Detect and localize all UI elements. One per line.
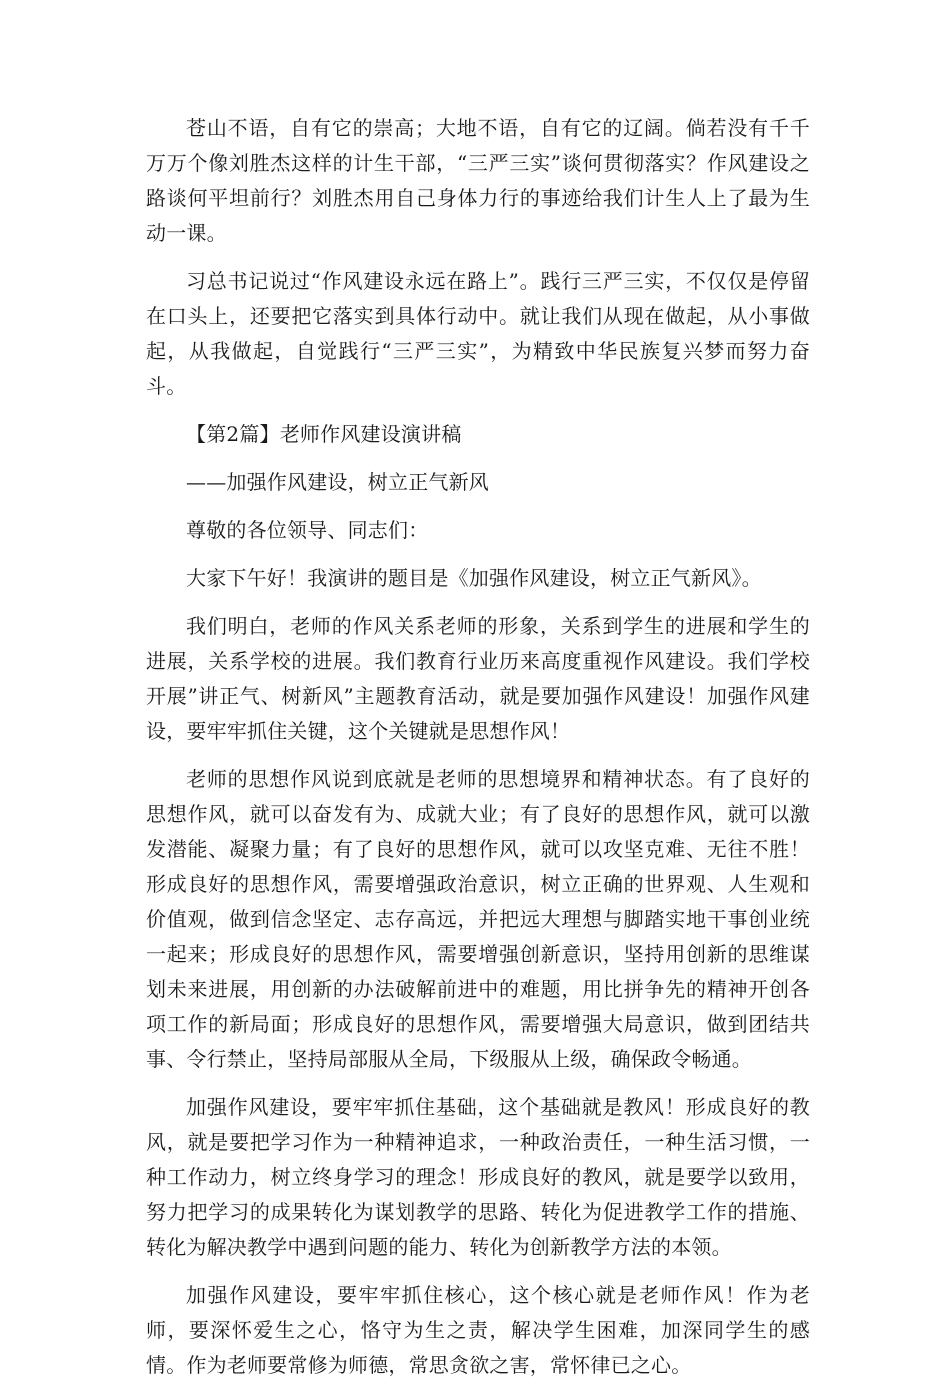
- paragraph: 习总书记说过“作风建设永远在路上”。践行三严三实，不仅仅是停留在口头上，还要把它落实到具体行动中。就让我们从现在做起，从小事做起，从我做起，自觉践行“三严三实”，为精致中华民族复兴梦而努力奋斗。: [146, 269, 810, 398]
- paragraph: 加强作风建设，要牢牢抓住基础，这个基础就是教风！形成良好的教风，就是要把学习作为一种精神追求，一种政治责任，一种生活习惯，一种工作动力，树立终身学习的理念！形成良好的教风，就是要学以致用，努力把学习的成果转化为谋划教学的思路、转化为促进教学工作的措施、转化为解决教学中遇到问题的能力、转化为创新教学方法的本领。: [146, 1095, 810, 1259]
- paragraph: 大家下午好！我演讲的题目是《加强作风建设，树立正气新风》。: [186, 566, 762, 590]
- section-heading: 【第2篇】老师作风建设演讲稿: [186, 422, 462, 446]
- paragraph: 苍山不语，自有它的崇高；大地不语，自有它的辽阔。倘若没有千千万万个像刘胜杰这样的计生干部，“三严三实”谈何贯彻落实？作风建设之路谈何平坦前行？刘胜杰用自己身体力行的事迹给我们计生人上了最为生动一课。: [146, 116, 810, 245]
- salutation: 尊敬的各位领导、同志们：: [186, 518, 429, 542]
- document-body: [146, 111, 810, 1396]
- paragraph: 老师的思想作风说到底就是老师的思想境界和精神状态。有了良好的思想作风，就可以奋发有为、成就大业；有了良好的思想作风，就可以激发潜能、凝聚力量；有了良好的思想作风，就可以攻坚克难、无往不胜！形成良好的思想作风，需要增强政治意识，树立正确的世界观、人生观和价值观，做到信念坚定、志存高远，并把远大理想与脚踏实地干事创业统一起来；形成良好的思想作风，需要增强创新意识，坚持用创新的思维谋划未来进展，用创新的办法破解前进中的难题，用比拼争先的精神开创各项工作的新局面；形成良好的思想作风，需要增强大局意识，做到团结共事、令行禁止，坚持局部服从全局，下级服从上级，确保政令畅通。: [146, 767, 810, 1071]
- subtitle: ——加强作风建设，树立正气新风: [186, 470, 489, 494]
- paragraph: 加强作风建设，要牢牢抓住核心，这个核心就是老师作风！作为老师，要深怀爱生之心，恪守为生之责，解决学生困难，加深同学生的感情。作为老师要常修为师德，常思贪欲之害，常怀律已之心。: [146, 1283, 810, 1377]
- paragraph: 我们明白，老师的作风关系老师的形象，关系到学生的进展和学生的进展，关系学校的进展。我们教育行业历来高度重视作风建设。我们学校开展”讲正气、树新风”主题教育活动，就是要加强作风建设！加强作风建设，要牢牢抓住关键，这个关键就是思想作风！: [146, 614, 810, 743]
